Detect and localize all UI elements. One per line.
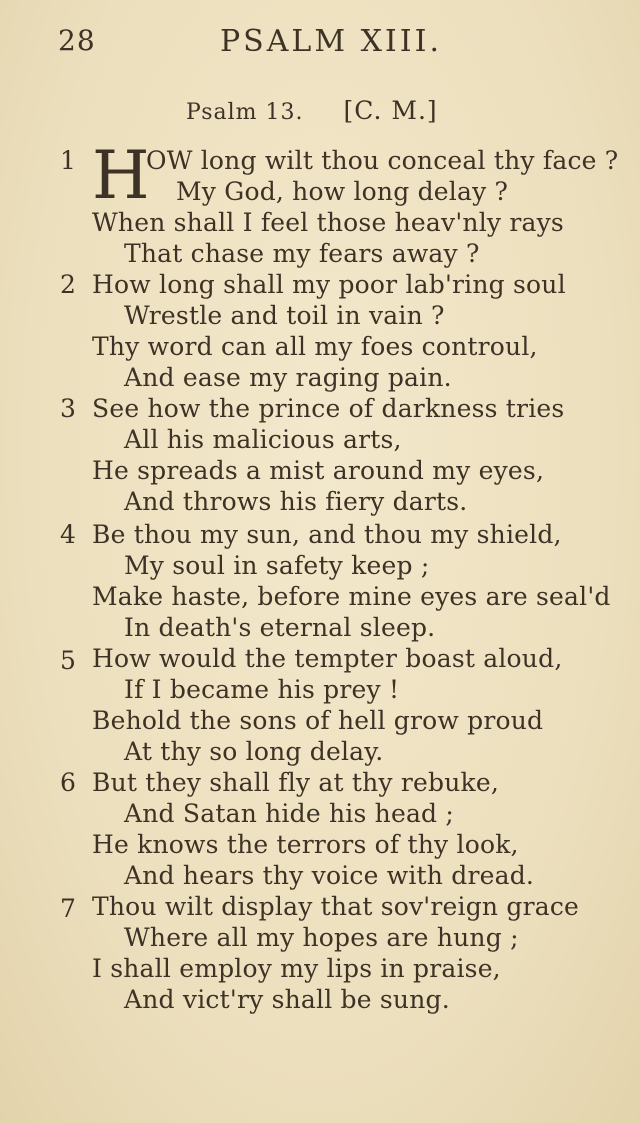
verse-line: At thy so long delay.	[124, 737, 384, 766]
verse-line: My God, how long delay ?	[176, 177, 509, 206]
stanza-number: 7	[60, 894, 76, 923]
verse-line: My soul in safety keep ;	[124, 551, 430, 580]
stanza-number: 4	[60, 520, 76, 549]
verse-line: And ease my raging pain.	[124, 363, 452, 392]
psalm-title	[186, 96, 438, 125]
verse-line: And hears thy voice with dread.	[124, 861, 535, 890]
stanza-number: 6	[60, 768, 76, 797]
verse-line: Where all my hopes are hung ;	[124, 923, 519, 952]
stanza-number: 5	[60, 646, 76, 675]
verse-line: All his malicious arts,	[124, 425, 402, 454]
verse-line: Thou wilt display that sov'reign grace	[92, 892, 580, 921]
verse-line: Wrestle and toil in vain ?	[124, 301, 445, 330]
verse-line: And vict'ry shall be sung.	[124, 985, 450, 1014]
verse-line: Thy word can all my foes controul,	[92, 332, 538, 361]
verse-line: That chase my fears away ?	[124, 239, 480, 268]
running-head: PSALM XIII.	[220, 24, 443, 59]
stanza-number: 2	[60, 270, 76, 299]
verse-line: Be thou my sun, and thou my shield,	[92, 520, 562, 549]
psalm-meter: [C. M.]	[343, 96, 438, 125]
verse-line: How would the tempter boast aloud,	[92, 644, 563, 673]
verse-line: When shall I feel those heav'nly rays	[92, 208, 564, 237]
verse-line: Make haste, before mine eyes are seal'd	[92, 582, 611, 611]
verse-line: In death's eternal sleep.	[124, 613, 436, 642]
verse-line: He spreads a mist around my eyes,	[92, 456, 545, 485]
page-header	[0, 22, 640, 62]
verse-line: OW long wilt thou conceal thy face ?	[146, 146, 619, 175]
psalm-name: Psalm 13.	[186, 100, 304, 125]
verse-line: See how the prince of darkness tries	[92, 394, 565, 423]
verse-line: How long shall my poor lab'ring soul	[92, 270, 566, 299]
verse-line: And throws his fiery darts.	[124, 487, 468, 516]
verse-line: I shall employ my lips in praise,	[92, 954, 501, 983]
verse-line: He knows the terrors of thy look,	[92, 830, 519, 859]
verse-line: And Satan hide his head ;	[124, 799, 455, 828]
verse-line: But they shall fly at thy rebuke,	[92, 768, 500, 797]
drop-cap: H	[92, 137, 150, 214]
stanza-number: 1	[60, 146, 76, 175]
page-number: 28	[58, 24, 96, 57]
stanza-number: 3	[60, 394, 76, 423]
verse-line: If I became his prey !	[124, 675, 400, 704]
verse-line: Behold the sons of hell grow proud	[92, 706, 544, 735]
